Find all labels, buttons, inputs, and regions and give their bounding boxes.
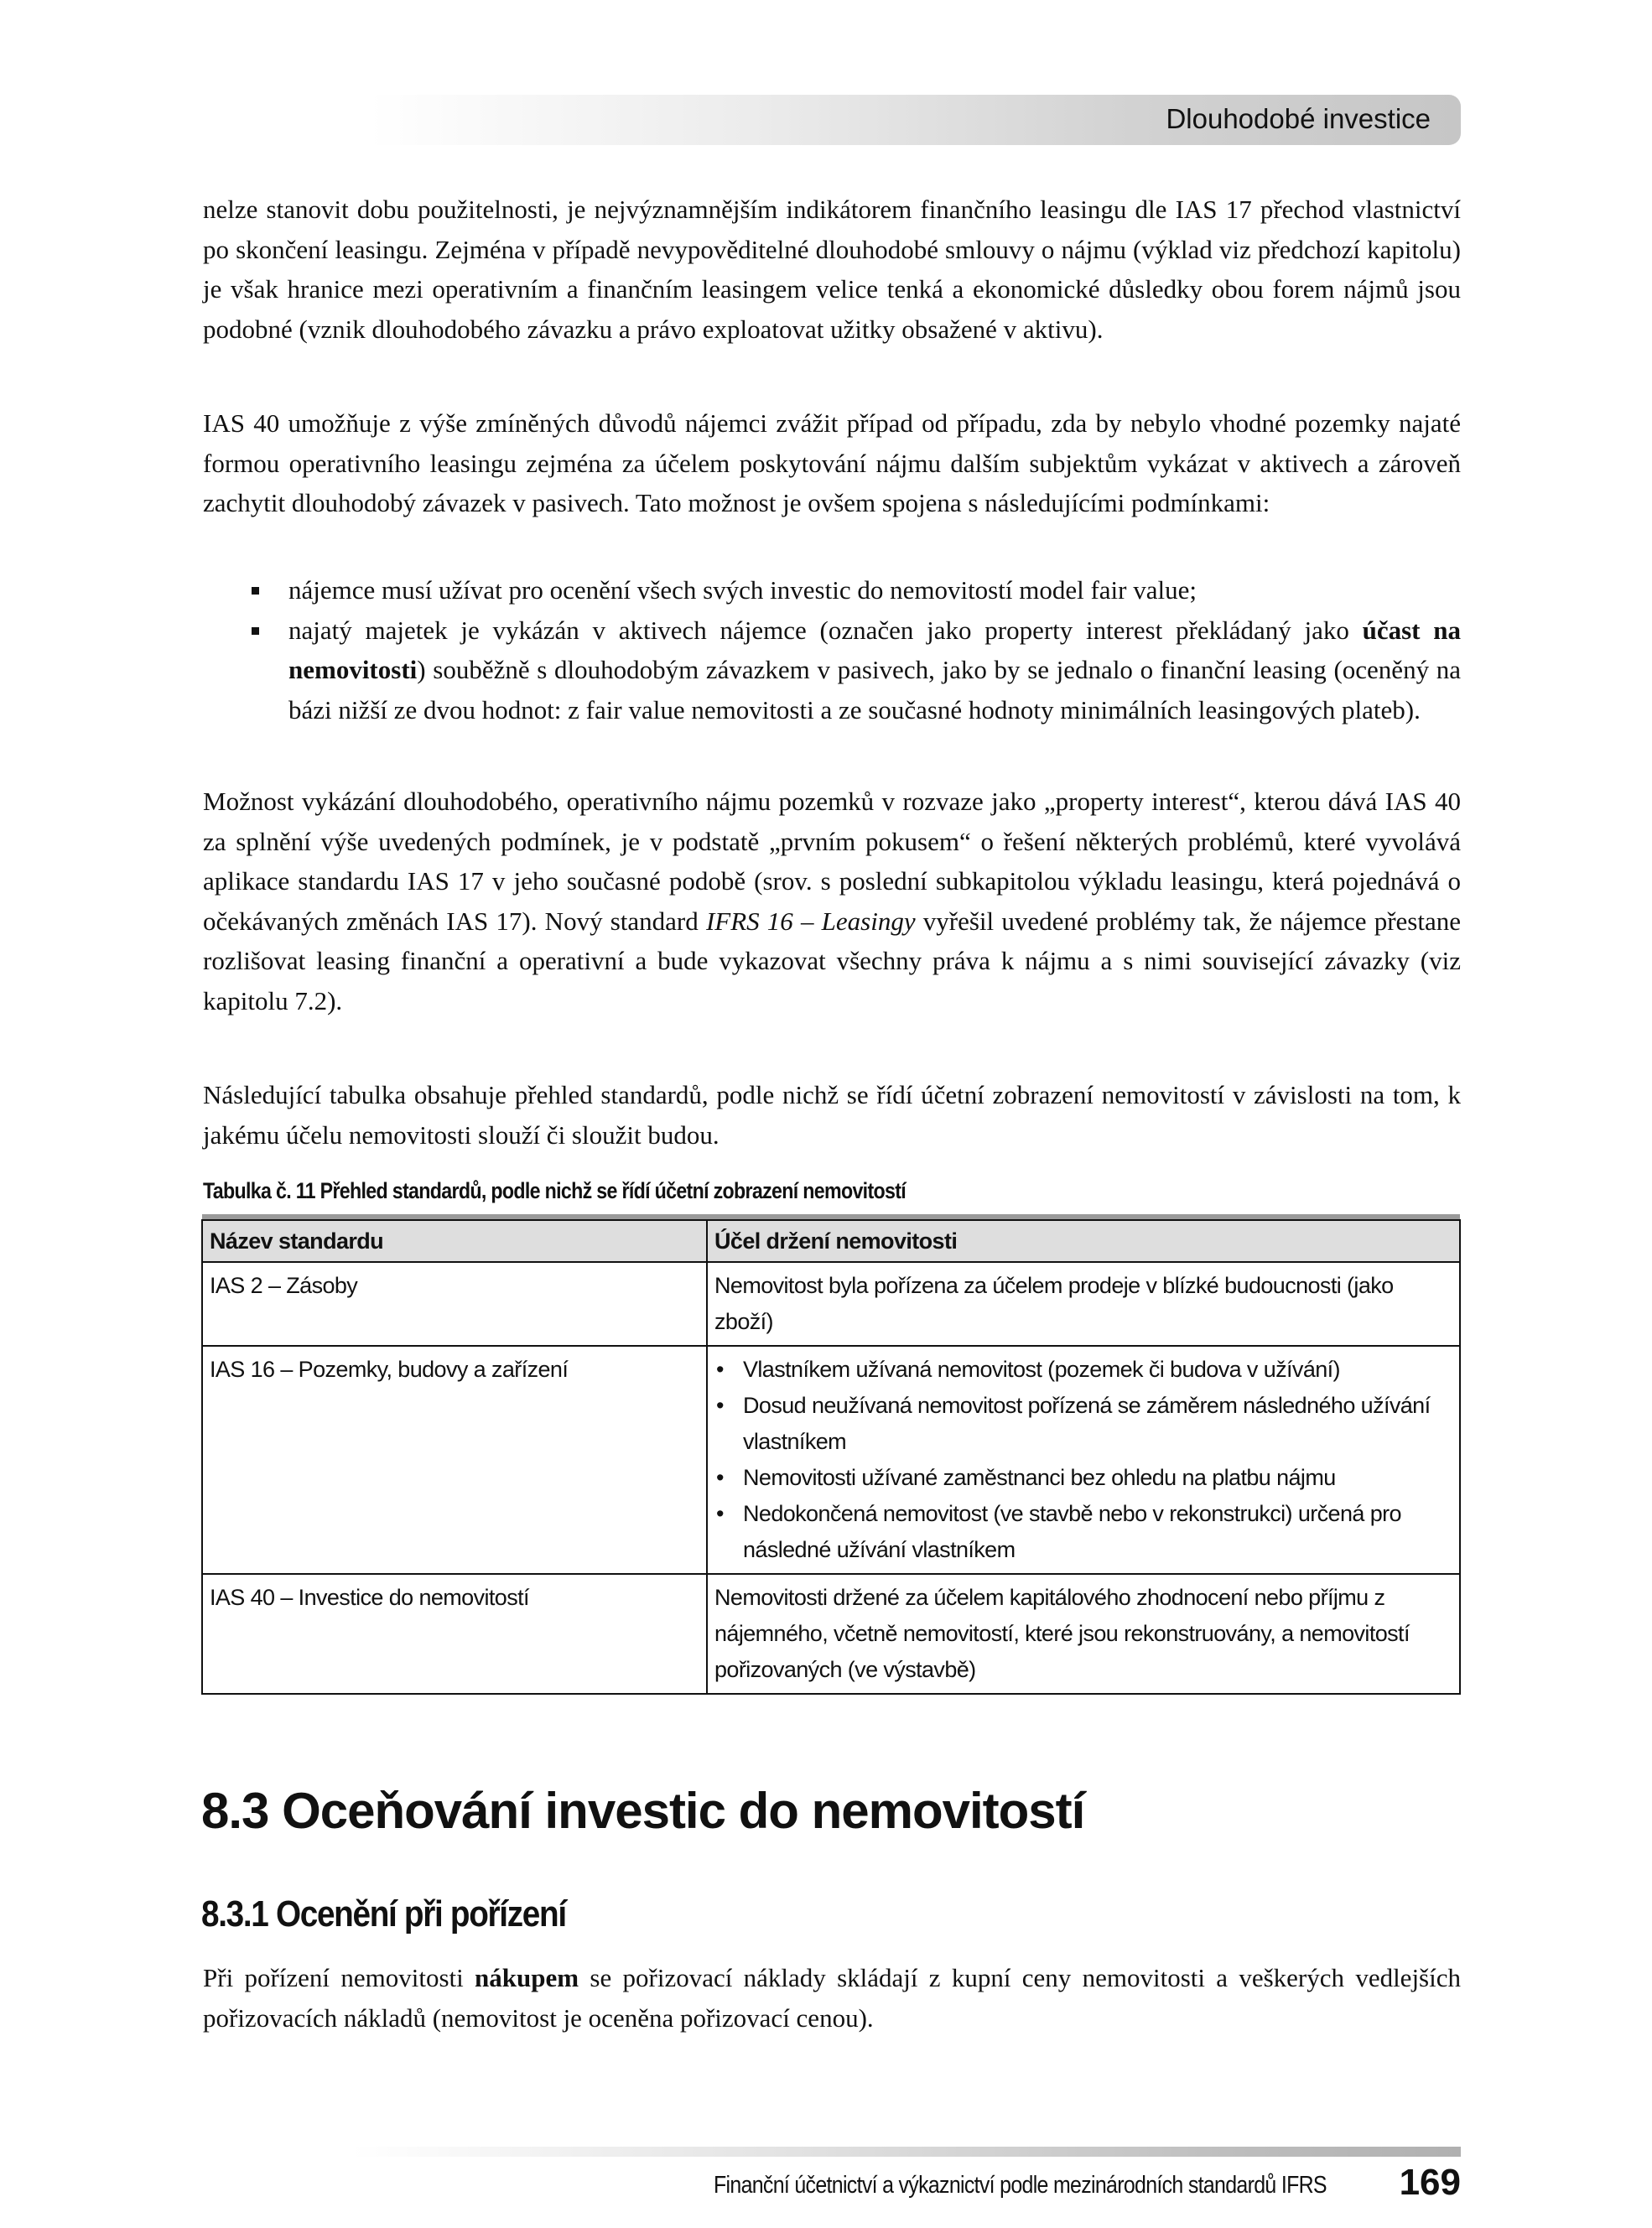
bold-term: účast na nemovitosti [288,615,1461,684]
list-item [203,610,1461,730]
table-row [202,1346,1460,1574]
bold-term: nákupem [475,1963,579,1992]
column-header: Název standardu [202,1220,707,1262]
purpose-cell: Nemovitost byla pořízena za účelem prodeje v blízké budoucnosti (jako zboží) [707,1262,1460,1346]
conditions-list [203,570,1461,730]
list-item: • Nemovitosti užívané zaměstnanci bez ohledu na platbu nájmu [714,1460,1452,1496]
paragraph-3 [203,782,1461,1021]
footer-bar [352,2147,1461,2157]
list-item-text: najatý majetek je vykázán v aktivech nájemce (označen jako property interest překládaný jako [288,615,1363,645]
table-row [202,1574,1460,1694]
table-row [202,1262,1460,1346]
text: Možnost vykázání dlouhodobého, operativního nájmu pozemků v rozvaze jako „property interest“, kterou dává IAS 40 za splnění výše uvedených podmínek, je v podstatě „prvním pokusem“ o řešení některých problémů, které vyvolává aplikace standardu IAS 17 v jeho současné podobě (srov. s poslední subkapitolou výkladu leasingu, která pojednává o očekávaných změnách IAS 17). Nový standard [203,787,1461,936]
footer-book-title: Finanční účetnictví a výkaznictví podle mezinárodních standardů IFRS [714,2172,1327,2199]
list-item: • Dosud neužívaná nemovitost pořízená se záměrem následného užívání vlastníkem [714,1388,1452,1460]
list-item: • Nedokončená nemovitost (ve stavbě nebo v rekonstrukci) určená pro následné užívání vlastníkem [714,1496,1452,1568]
table-header-row [202,1220,1460,1262]
text: Při pořízení nemovitosti [203,1963,475,1992]
paragraph-2: IAS 40 umožňuje z výše zmíněných důvodů nájemci zvážit případ od případu, zda by nebylo vhodné pozemky najaté formou operativního leasingu zejména za účelem poskytování nájmu dalším subjektům vykázat v aktivech a zároveň zachytit dlouhodobý závazek v pasivech. Tato možnost je ovšem spojena s následujícími podmínkami: [203,408,1461,517]
text: se pořizovací náklady skládají z kupní ceny nemovitosti a veškerých vedlejších pořizovacích nákladů (nemovitost je oceněna pořizovací cenou). [203,1963,1461,2033]
section-heading: 8.3 Oceňování investic do nemovitostí [201,1783,1085,1839]
list-item: • Vlastníkem užívaná nemovitost (pozemek či budova v užívání) [714,1352,1452,1388]
running-header-title: Dlouhodobé investice [1166,103,1431,134]
paragraph-1: nelze stanovit dobu použitelnosti, je nejvýznamnějším indikátorem finančního leasingu dle IAS 17 přechod vlastnictví po skončení leasingu. Zejména v případě nevypověditelné dlouhodobé smlouvy o nájmu (výklad viz předchozí kapitolu) je však hranice mezi operativním a finančním leasingem velice tenká a ekonomické důsledky obou forem nájmů jsou podobné (vznik dlouhodobého závazku a právo exploatovat užitky obsažené v aktivu). [203,195,1461,344]
square-bullet-icon [252,587,259,595]
subsection-heading: 8.3.1 Ocenění při pořízení [201,1893,566,1935]
text: vyřešil uvedené problémy tak, že nájemce přestane rozlišovat leasing finanční a operativní a bude vykazovat všechny práva k nájmu a s nimi související závazky (viz kapitolu 7.2). [203,906,1461,1015]
italic-term: IFRS 16 – Leasingy [705,906,916,936]
purpose-cell [707,1346,1460,1574]
purpose-list [714,1352,1452,1568]
standards-table [201,1214,1461,1695]
column-header: Účel držení nemovitosti [707,1220,1460,1262]
standard-cell: IAS 40 – Investice do nemovitostí [202,1574,707,1694]
paragraph-5 [203,1958,1461,2038]
running-header-bar [369,95,1461,145]
square-bullet-icon [252,627,259,635]
standard-cell: IAS 16 – Pozemky, budovy a zařízení [202,1346,707,1574]
list-item-text: nájemce musí užívat pro ocenění všech svých investic do nemovitostí model fair value; [288,575,1197,605]
page-number: 169 [1399,2162,1461,2203]
purpose-cell: Nemovitosti držené za účelem kapitálového zhodnocení nebo příjmu z nájemného, včetně nemovitostí, které jsou rekonstruovány, a nemovitostí pořizovaných (ve výstavbě) [707,1574,1460,1694]
table-caption: Tabulka č. 11 Přehled standardů, podle nichž se řídí účetní zobrazení nemovitostí [203,1178,907,1203]
standard-cell: IAS 2 – Zásoby [202,1262,707,1346]
paragraph-4: Následující tabulka obsahuje přehled standardů, podle nichž se řídí účetní zobrazení nemovitostí v závislosti na tom, k jakému účelu nemovitosti slouží či sloužit budou. [203,1080,1461,1150]
list-item-text: ) souběžně s dlouhodobým závazkem v pasivech, jako by se jednalo o finanční leasing (oceněný na bázi nižší ze dvou hodnot: z fair value nemovitosti a ze současné hodnoty minimálních leasingových plateb). [288,655,1461,724]
list-item [203,570,1461,610]
